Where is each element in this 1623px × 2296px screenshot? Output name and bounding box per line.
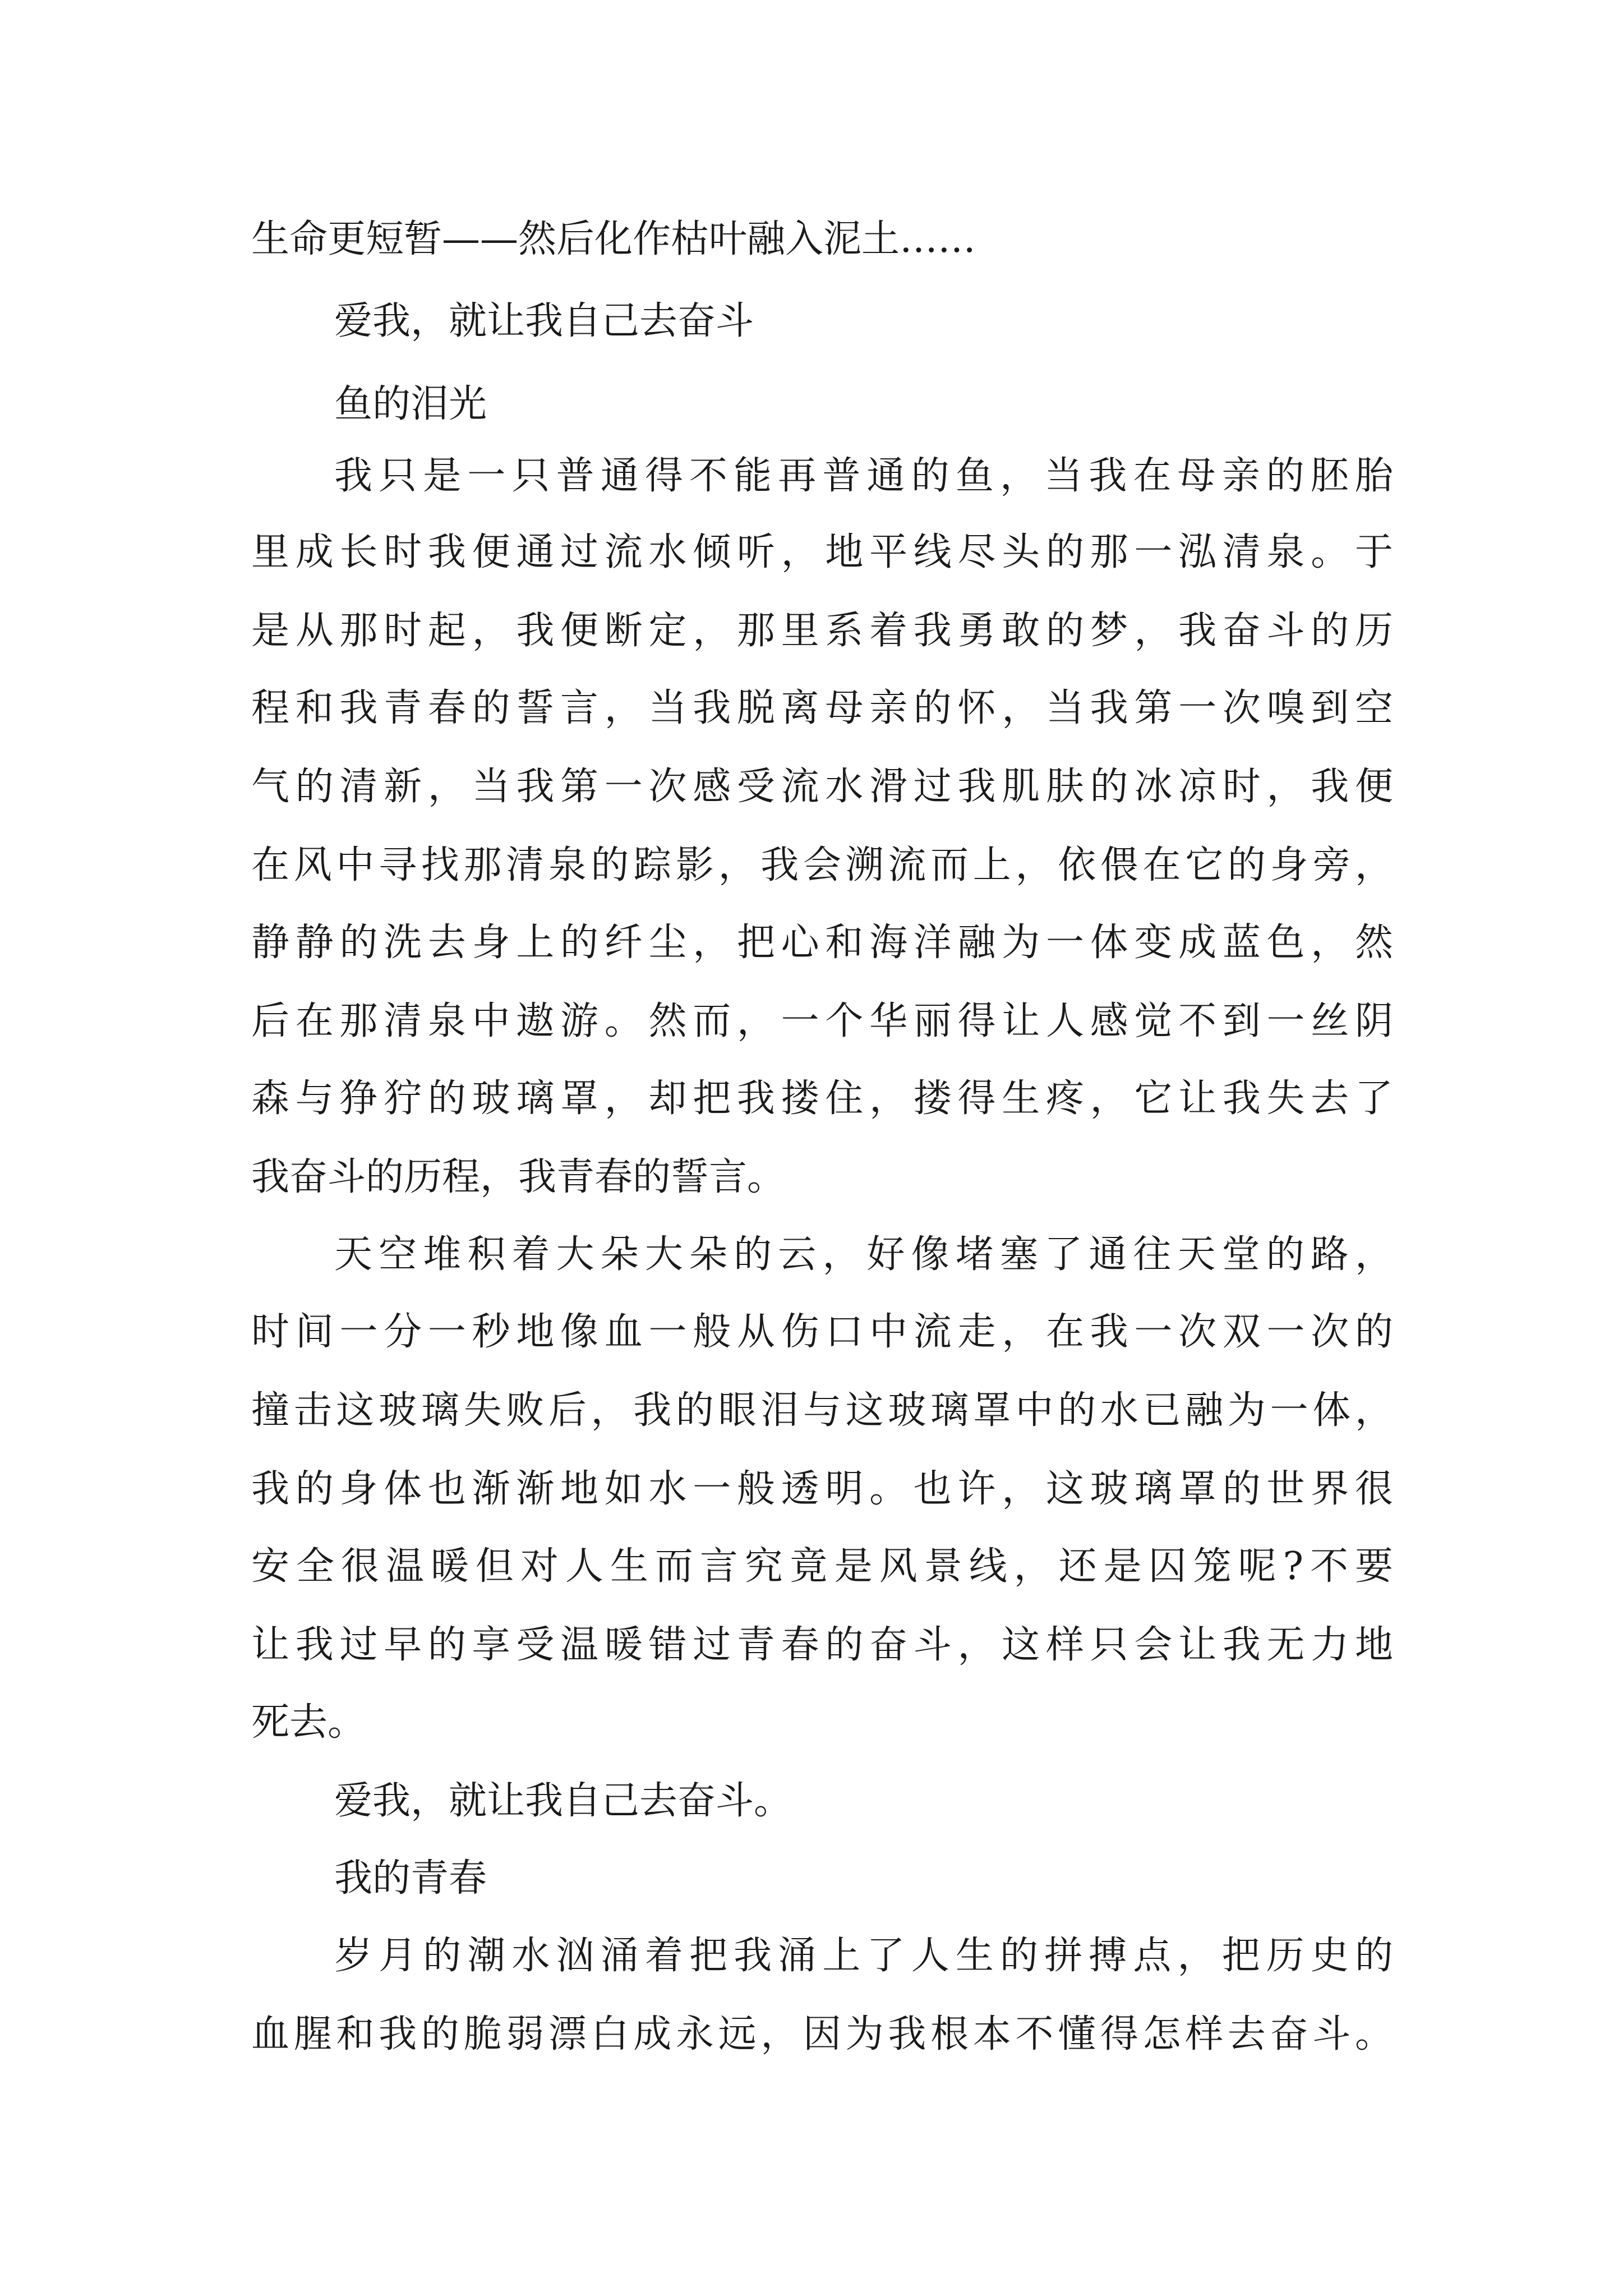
paragraph-line: 里成长时我便通过流水倾听，地平线尽头的那一泓清泉。于 (251, 530, 1393, 574)
paragraph-line: 岁月的潮水汹涌着把我涌上了人生的拼搏点，把历史的 (334, 1934, 1393, 1978)
paragraph-line: 时间一分一秒地像血一般从伤口中流走，在我一次双一次的 (251, 1310, 1393, 1354)
paragraph-line: 爱我，就让我自己去奋斗 (334, 299, 754, 343)
paragraph-line: 我只是一只普通得不能再普通的鱼，当我在母亲的胚胎 (334, 454, 1393, 498)
paragraph-line: 撞击这玻璃失败后，我的眼泪与这玻璃罩中的水已融为一体， (251, 1388, 1393, 1433)
paragraph-line: 是从那时起，我便断定，那里系着我勇敢的梦，我奋斗的历 (251, 609, 1393, 653)
paragraph-line: 死去。 (251, 1700, 366, 1745)
paragraph-line: 我的身体也渐渐地如水一般透明。也许，这玻璃罩的世界很 (251, 1467, 1393, 1511)
paragraph-line: 森与狰狞的玻璃罩，却把我搂住，搂得生疼，它让我失去了 (251, 1076, 1393, 1121)
paragraph-line: 血腥和我的脆弱漂白成永远，因为我根本不懂得怎样去奋斗。 (251, 2012, 1393, 2056)
paragraph-line: 让我过早的享受温暖错过青春的奋斗，这样只会让我无力地 (251, 1623, 1393, 1667)
text-line: 生命更短暂——然后化作枯叶融入泥土…… (251, 217, 976, 261)
paragraph-line: 爱我，就让我自己去奋斗。 (334, 1779, 792, 1823)
section-title: 鱼的泪光 (334, 382, 487, 426)
paragraph-line: 程和我青春的誓言，当我脱离母亲的怀，当我第一次嗅到空 (251, 686, 1393, 730)
section-title: 我的青春 (334, 1856, 487, 1901)
paragraph-line: 在风中寻找那清泉的踪影，我会溯流而上，依偎在它的身旁， (251, 843, 1393, 887)
paragraph-line: 我奋斗的历程，我青春的誓言。 (251, 1155, 786, 1199)
paragraph-line: 后在那清泉中遨游。然而，一个华丽得让人感觉不到一丝阴 (251, 999, 1393, 1043)
paragraph-line: 安全很温暖但对人生而言究竟是风景线，还是囚笼呢?不要 (251, 1544, 1393, 1589)
paragraph-line: 静静的洗去身上的纤尘，把心和海洋融为一体变成蓝色，然 (251, 921, 1393, 965)
paragraph-line: 气的清新，当我第一次感受流水滑过我肌肤的冰凉时，我便 (251, 765, 1393, 809)
paragraph-line: 天空堆积着大朵大朵的云，好像堵塞了通往天堂的路， (334, 1232, 1393, 1277)
